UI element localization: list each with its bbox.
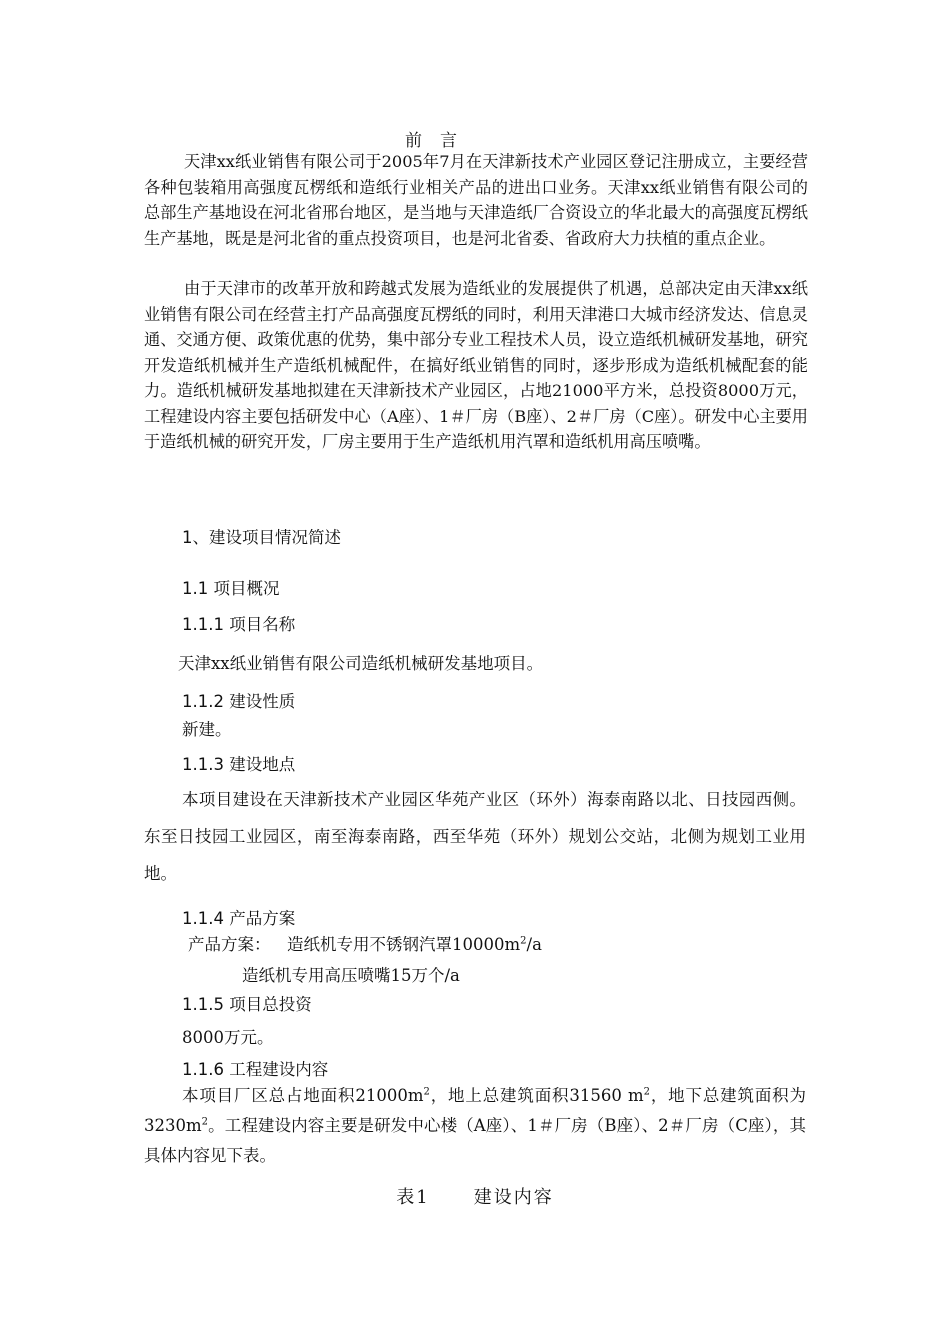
construction-content-paragraph: 本项目厂区总占地面积$21000m^2$，地上总建筑面积31560 $m^2$，地下总建筑面积为$3230m^2$。工程建设内容主要是研发中心楼（A座）、1＃厂房（B座）、2＃厂房（C座），其具体内容见下表。 bbox=[144, 1086, 807, 1165]
product-item-1: 造纸机专用不锈钢汽罩$10000m^2/a$ bbox=[287, 935, 542, 954]
project-name-text: 天津xx纸业销售有限公司造纸机械研发基地项目。 bbox=[178, 654, 544, 673]
total-investment-text: 8000万元。 bbox=[182, 1028, 274, 1047]
page-title: 前言 bbox=[405, 131, 475, 151]
heading-1-1-2: 1.1.2 建设性质 bbox=[182, 692, 296, 711]
product-item-2: 造纸机专用高压喷嘴15万个/a bbox=[242, 966, 460, 985]
heading-1-1-6: 1.1.6 工程建设内容 bbox=[182, 1060, 329, 1079]
product-plan-label: 产品方案： bbox=[188, 935, 271, 954]
table-title: 建设内容 bbox=[473, 1187, 554, 1208]
intro-paragraph-2: 由于天津市的改革开放和跨越式发展为造纸业的发展提供了机遇，总部决定由天津xx纸业销售有限公司在经营主打产品高强度瓦楞纸的同时，利用天津港口大城市经济发达、信息灵通、交通方便、政策优惠的优势，集中部分专业工程技术人员，设立造纸机械研发基地，研究开发造纸机械并生产造纸机械配件，在搞好纸业销售的同时，逐步形成为造纸机械配套的能力。造纸机械研发基地拟建在天津新技术产业园区，占地21000平方米，总投资8000万元，工程建设内容主要包括研发中心（A座）、1＃厂房（B座）、2＃厂房（C座）。研发中心主要用于造纸机械的研究开发，厂房主要用于生产造纸机用汽罩和造纸机用高压喷嘴。 bbox=[144, 279, 808, 451]
intro-paragraph-1: 天津xx纸业销售有限公司于2005年7月在天津新技术产业园区登记注册成立，主要经营各种包装箱用高强度瓦楞纸和造纸行业相关产品的进出口业务。天津xx纸业销售有限公司的总部生产基地设在河北省邢台地区，是当地与天津造纸厂合资设立的华北最大的高强度瓦楞纸生产基地，既是是河北省的重点投资项目，也是河北省委、省政府大力扶植的重点企业。 bbox=[144, 152, 808, 248]
heading-1-1-4: 1.1.4 产品方案 bbox=[182, 909, 296, 928]
location-paragraph: 本项目建设在天津新技术产业园区华苑产业区（环外）海泰南路以北、日技园西侧。东至日技园工业园区，南至海泰南路，西至华苑（环外）规划公交站，北侧为规划工业用地。 bbox=[144, 790, 806, 883]
construction-nature-text: 新建。 bbox=[182, 720, 232, 739]
heading-1-1-5: 1.1.5 项目总投资 bbox=[182, 995, 312, 1014]
heading-1-1: 1.1 项目概况 bbox=[182, 579, 280, 598]
table-label: 表1 bbox=[396, 1187, 430, 1208]
heading-1-1-1: 1.1.1 项目名称 bbox=[182, 615, 296, 634]
section-heading-1: 1、建设项目情况简述 bbox=[182, 528, 341, 547]
table-caption bbox=[0, 1183, 950, 1209]
heading-1-1-3: 1.1.3 建设地点 bbox=[182, 755, 296, 774]
product-plan-line-1 bbox=[188, 931, 542, 955]
